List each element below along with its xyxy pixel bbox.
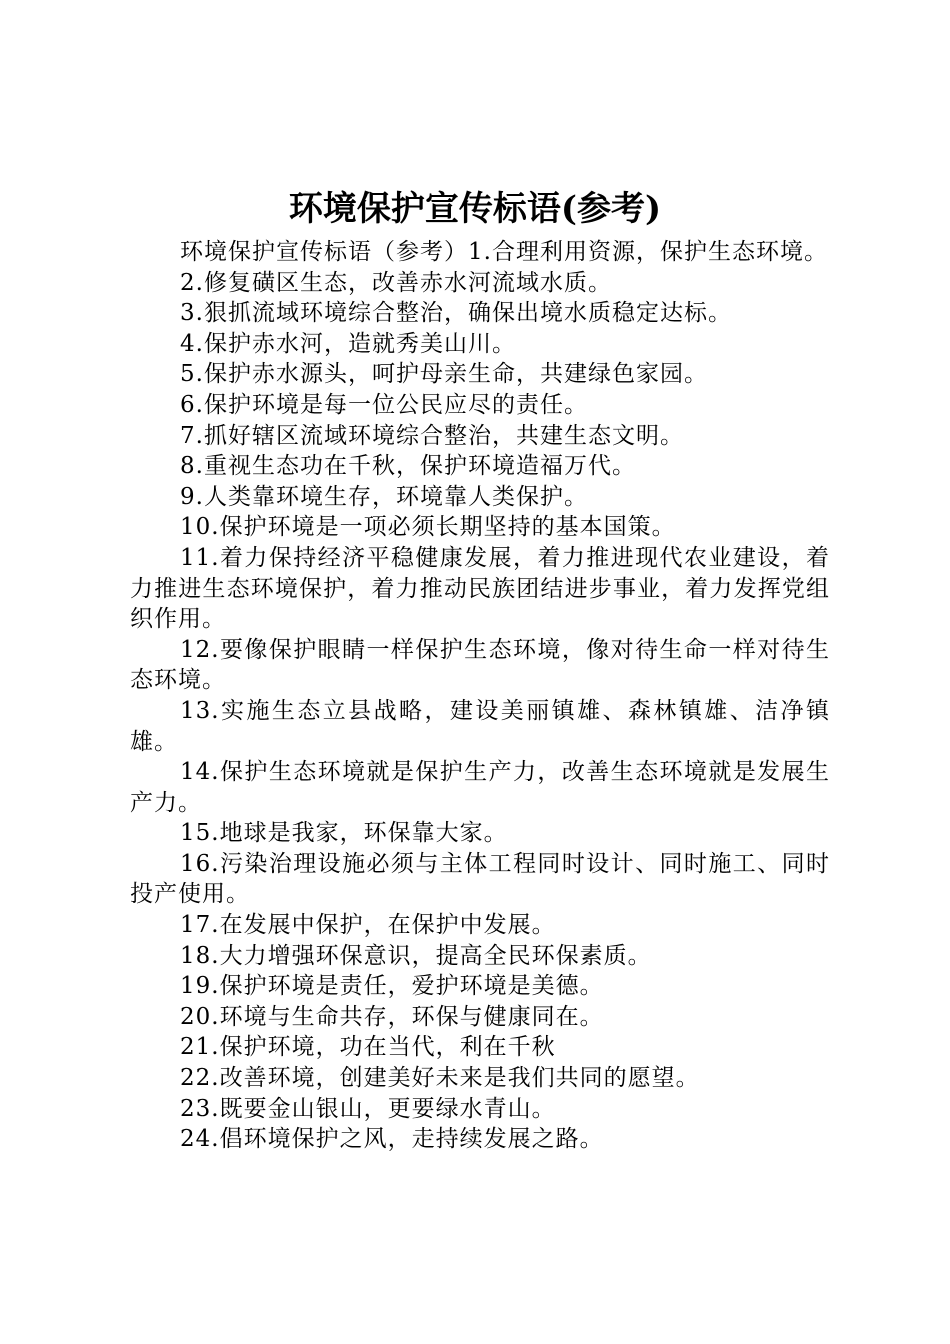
paragraph: 19.保护环境是责任，爱护环境是美德。 [180, 973, 604, 1000]
paragraph: 4.保护赤水河，造就秀美山川。 [180, 330, 516, 357]
paragraph: 6.保护环境是每一位公民应尽的责任。 [180, 391, 588, 418]
paragraph: 2.修复磺区生态，改善赤水河流域水质。 [180, 269, 612, 296]
document-title: 环境保护宣传标语(参考) [288, 189, 662, 229]
paragraph: 21.保护环境，功在当代，利在千秋 [180, 1034, 556, 1061]
paragraph: 20.环境与生命共存，环保与健康同在。 [180, 1003, 604, 1030]
document-body [130, 237, 830, 1155]
paragraph: 15.地球是我家，环保靠大家。 [180, 820, 508, 847]
paragraph: 23.既要金山银山，更要绿水青山。 [180, 1095, 556, 1122]
paragraph: 7.抓好辖区流域环境综合整治，共建生态文明。 [180, 422, 684, 449]
paragraph: 11.着力保持经济平稳健康发展，着力推进现代农业建设，着力推进生态环境保护，着力推动民族团结进步事业，着力发挥党组织作用。 [130, 544, 830, 633]
paragraph: 8.重视生态功在千秋，保护环境造福万代。 [180, 453, 636, 480]
paragraph: 22.改善环境，创建美好未来是我们共同的愿望。 [180, 1065, 700, 1092]
paragraph: 10.保护环境是一项必须长期坚持的基本国策。 [180, 514, 676, 541]
paragraph: 18.大力增强环保意识，提高全民环保素质。 [180, 942, 652, 969]
paragraph: 17.在发展中保护，在保护中发展。 [180, 912, 556, 939]
paragraph: 3.狠抓流域环境综合整治，确保出境水质稳定达标。 [180, 300, 732, 327]
paragraph: 5.保护赤水源头，呵护母亲生命，共建绿色家园。 [180, 361, 708, 388]
paragraph: 16.污染治理设施必须与主体工程同时设计、同时施工、同时投产使用。 [130, 850, 830, 908]
paragraph: 12.要像保护眼睛一样保护生态环境，像对待生命一样对待生态环境。 [130, 636, 830, 694]
paragraph: 13.实施生态立县战略，建设美丽镇雄、森林镇雄、洁净镇雄。 [130, 697, 830, 755]
paragraph: 14.保护生态环境就是保护生产力，改善生态环境就是发展生产力。 [130, 759, 830, 816]
paragraph: 9.人类靠环境生存，环境靠人类保护。 [180, 483, 588, 510]
paragraph: 24.倡环境保护之风，走持续发展之路。 [180, 1126, 604, 1153]
paragraph: 环境保护宣传标语（参考）1.合理利用资源，保护生态环境。 [180, 239, 828, 265]
